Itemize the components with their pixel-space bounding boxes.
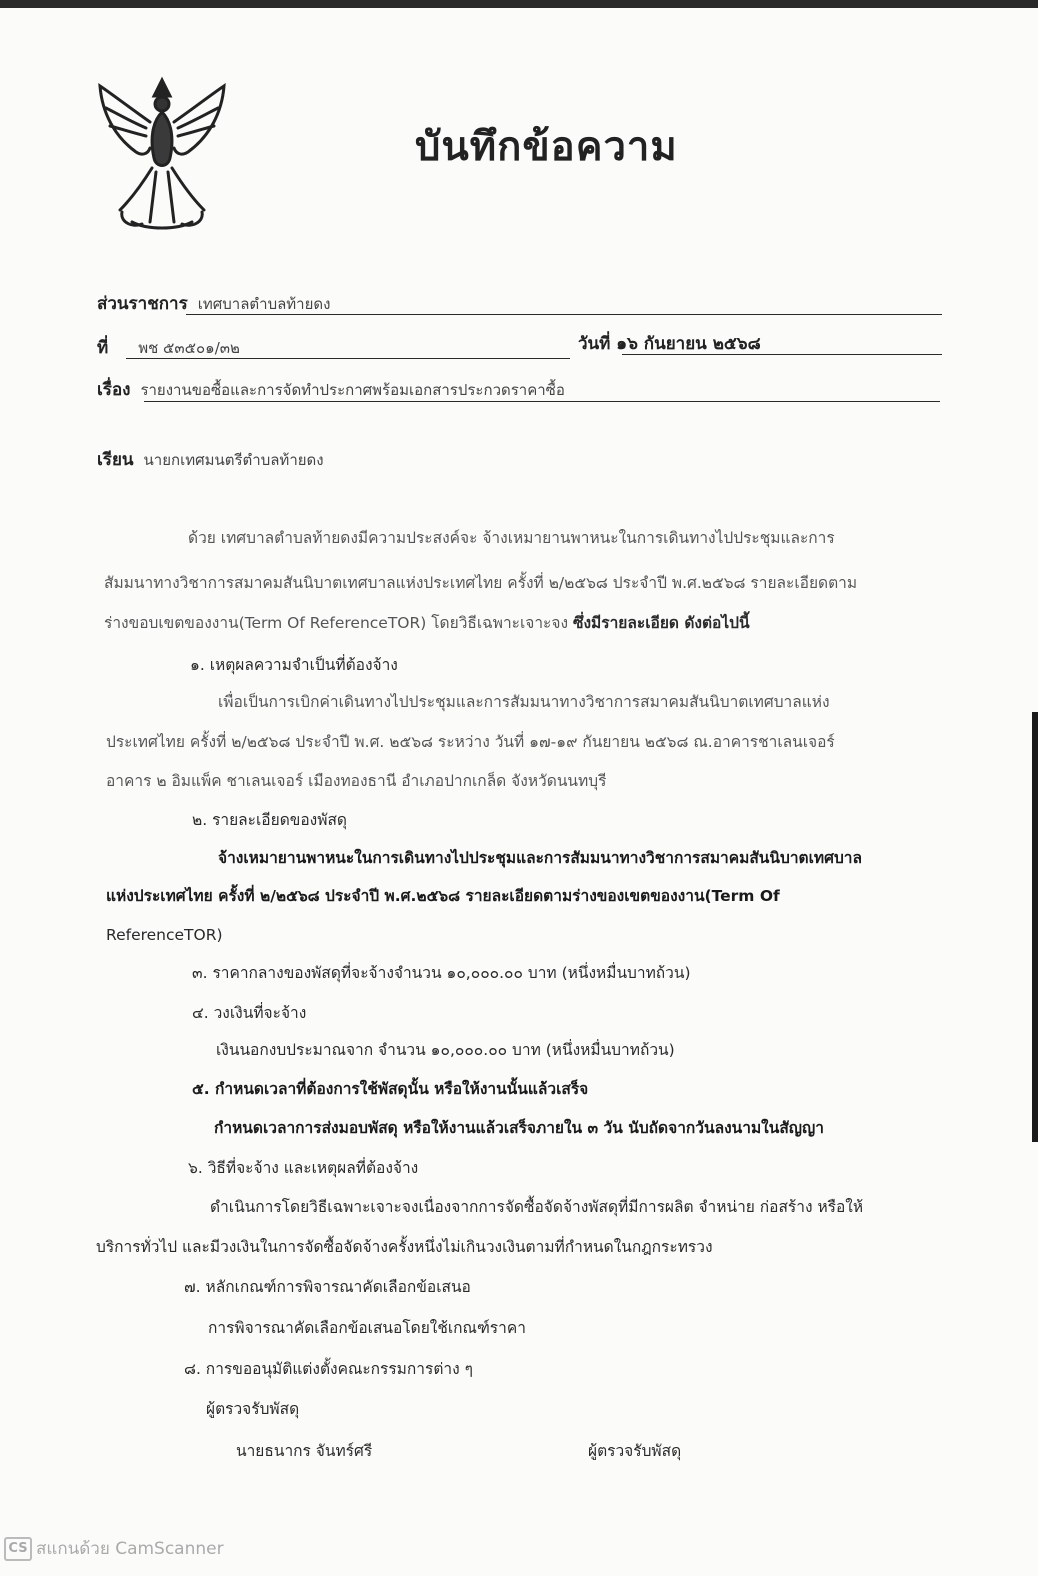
intro-line-1: ด้วย เทศบาลตำบลท้ายดงมีความประสงค์จะ จ้างเหมายานพาหนะในการเดินทางไปประชุมและการ — [188, 529, 835, 547]
intro-line-2: สัมมนาทางวิชาการสมาคมสันนิบาตเทศบาลแห่งประเทศไทย ครั้งที่ ๒/๒๕๖๘ ประจำปี พ.ศ.๒๕๖๘ รายละเอียดตาม — [104, 574, 858, 592]
subject-value: รายงานขอซื้อและการจัดทำประกาศพร้อมเอกสารประกวดราคาซื้อ — [140, 381, 565, 399]
intro-line-3 — [104, 613, 750, 633]
section-6-line-1: ดำเนินการโดยวิธีเฉพาะเจาะจงเนื่องจากการจัดซื้อจัดจ้างพัสดุที่มีการผลิต จำหน่าย ก่อสร้าง หรือให้ — [210, 1198, 864, 1216]
addressee-label: เรียน — [97, 450, 134, 470]
camscanner-logo-icon: CS — [4, 1537, 32, 1561]
intro-line-3b: ซึ่งมีรายละเอียด ดังต่อไปนี้ — [572, 614, 750, 632]
committee-member-name: นายธนากร จันทร์ศรี — [236, 1442, 373, 1460]
section-5-heading: ๕. กำหนดเวลาที่ต้องการใช้พัสดุนั้น หรือให้งานนั้นแล้วเสร็จ — [192, 1080, 589, 1098]
section-6-heading: ๖. วิธีที่จะจ้าง และเหตุผลที่ต้องจ้าง — [188, 1159, 419, 1177]
reference-row — [97, 334, 240, 361]
section-3-line: ๓. ราคากลางของพัสดุที่จะจ้างจำนวน ๑๐,๐๐๐.๐๐ บาท (หนึ่งหมื่นบาทถ้วน) — [192, 964, 691, 982]
addressee-row — [97, 446, 324, 473]
subject-rule — [144, 401, 940, 402]
addressee-value: นายกเทศมนตรีตำบลท้ายดง — [143, 451, 324, 469]
subject-row — [97, 376, 565, 403]
section-4-line-1: เงินนอกงบประมาณจาก จำนวน ๑๐,๐๐๐.๐๐ บาท (หนึ่งหมื่นบาทถ้วน) — [216, 1041, 675, 1059]
subject-label: เรื่อง — [97, 380, 131, 400]
date-rule — [622, 354, 942, 355]
section-5-line-1: กำหนดเวลาการส่งมอบพัสดุ หรือให้งานแล้วเสร็จภายใน ๓ วัน นับถัดจากวันลงนามในสัญญา — [214, 1119, 824, 1137]
reference-value: พช ๕๓๕๐๑/๓๒ — [138, 339, 240, 357]
intro-line-3a: ร่างขอบเขตของงาน(Term Of ReferenceTOR) โดยวิธีเฉพาะเจาะจง — [104, 614, 569, 632]
agency-value: เทศบาลตำบลท้ายดง — [197, 295, 331, 313]
section-4-heading: ๔. วงเงินที่จะจ้าง — [192, 1004, 307, 1022]
section-2-heading: ๒. รายละเอียดของพัสดุ — [192, 811, 347, 829]
camscanner-text: สแกนด้วย CamScanner — [36, 1539, 224, 1559]
section-2-line-2: แห่งประเทศไทย ครั้งที่ ๒/๒๕๖๘ ประจำปี พ.ศ.๒๕๖๘ รายละเอียดตามร่างของเขตของงาน(Term Of — [106, 887, 780, 905]
agency-rule — [186, 314, 942, 315]
section-8-heading: ๘. การขออนุมัติแต่งตั้งคณะกรรมการต่าง ๆ — [184, 1360, 473, 1378]
memo-title: บันทึกข้อความ — [415, 124, 678, 170]
committee-member-role: ผู้ตรวจรับพัสดุ — [588, 1442, 682, 1460]
section-8-line-1: ผู้ตรวจรับพัสดุ — [206, 1400, 300, 1418]
reference-rule — [126, 358, 570, 359]
top-scan-edge — [0, 0, 1038, 8]
section-1-line-2: ประเทศไทย ครั้งที่ ๒/๒๕๖๘ ประจำปี พ.ศ. ๒๕๖๘ ระหว่าง วันที่ ๑๗-๑๙ กันยายน ๒๕๖๘ ณ.อาคารชาเลนเจอร์ — [106, 733, 835, 751]
section-6-line-2: บริการทั่วไป และมีวงเงินในการจัดซื้อจัดจ้างครั้งหนึ่งไม่เกินวงเงินตามที่กำหนดในกฎกระทรวง — [96, 1238, 713, 1256]
memo-page — [0, 8, 1038, 1576]
garuda-emblem-icon — [92, 72, 232, 237]
section-1-line-1: เพื่อเป็นการเบิกค่าเดินทางไปประชุมและการสัมมนาทางวิชาการสมาคมสันนิบาตเทศบาลแห่ง — [218, 693, 830, 711]
reference-label: ที่ — [97, 338, 109, 358]
section-1-line-3: อาคาร ๒ อิมแพ็ค ชาเลนเจอร์ เมืองทองธานี อำเภอปากเกล็ด จังหวัดนนทบุรี — [106, 772, 607, 790]
camscanner-watermark — [4, 1535, 224, 1562]
section-1-heading: ๑. เหตุผลความจำเป็นที่ต้องจ้าง — [190, 656, 398, 674]
section-7-heading: ๗. หลักเกณฑ์การพิจารณาคัดเลือกข้อเสนอ — [184, 1278, 471, 1296]
memo-date: วันที่ ๑๖ กันยายน ๒๕๖๘ — [578, 334, 761, 354]
agency-row — [97, 290, 330, 317]
agency-label: ส่วนราชการ — [97, 294, 188, 314]
section-2-line-3: ReferenceTOR) — [106, 926, 223, 944]
section-2-line-1: จ้างเหมายานพาหนะในการเดินทางไปประชุมและการสัมมนาทางวิชาการสมาคมสันนิบาตเทศบาล — [218, 849, 862, 867]
section-7-line-1: การพิจารณาคัดเลือกข้อเสนอโดยใช้เกณฑ์ราคา — [208, 1319, 526, 1337]
